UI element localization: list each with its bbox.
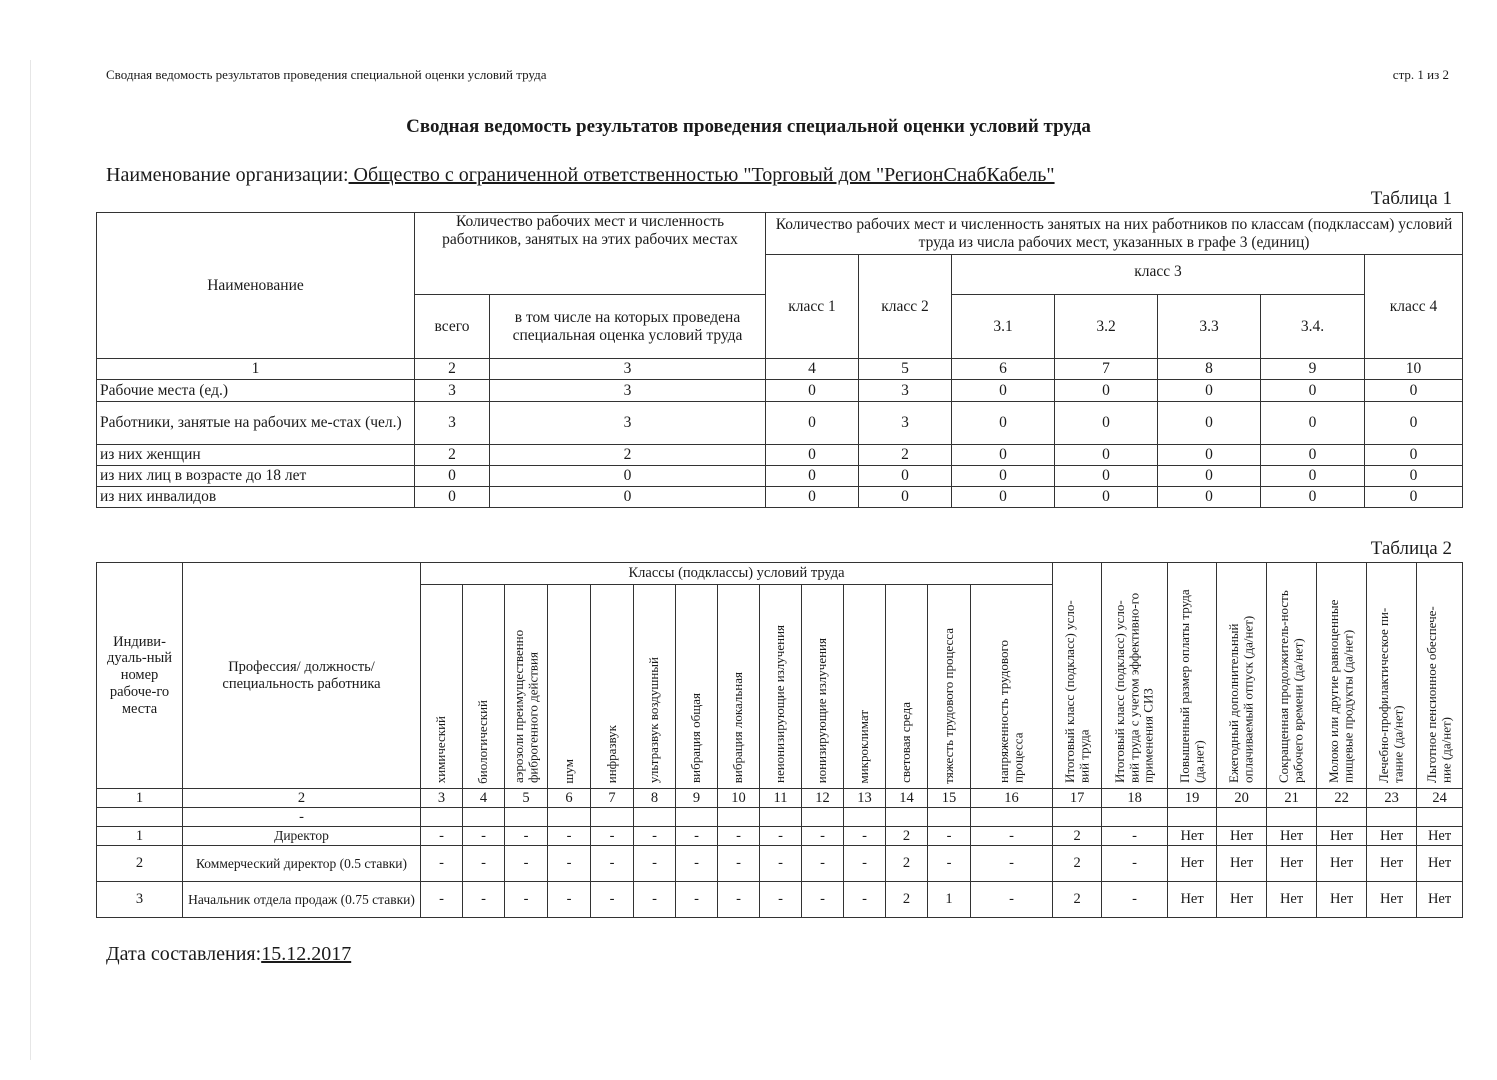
table-row	[97, 445, 1463, 466]
table1	[96, 212, 1463, 508]
t1-header-total: всего	[415, 295, 490, 359]
t1-header-assessed: в том числе на которых проведена специальная оценка условий труда	[490, 295, 766, 359]
cell: -	[928, 846, 971, 882]
cell: 0	[952, 487, 1055, 508]
cell: -	[591, 827, 634, 846]
t2-factor: ультразвук воздушный	[634, 585, 676, 789]
t1-colnum: 9	[1261, 359, 1365, 380]
t2-header-milk: Молоко или другие равноценные пищевые продукты (да/нет)	[1317, 563, 1367, 789]
cell: Нет	[1217, 846, 1267, 882]
cell: 2	[886, 882, 928, 918]
cell: Нет	[1367, 846, 1417, 882]
t1-header-class1: класс 1	[766, 255, 859, 359]
cell: -	[676, 882, 718, 918]
cell: -	[760, 827, 802, 846]
table-row	[97, 466, 1463, 487]
row-label: Работники, занятые на рабочих ме-стах (чел.)	[97, 402, 415, 445]
cell: -	[844, 846, 886, 882]
cell: -	[421, 882, 463, 918]
t2-factor: световая среда	[886, 585, 928, 789]
cell: Нет	[1217, 827, 1267, 846]
t2-colnum: 15	[928, 789, 971, 808]
t2-header-pension: Льготное пенсионное обеспече-ние (да/нет)	[1417, 563, 1463, 789]
table-row	[97, 402, 1463, 445]
t1-colnum: 5	[859, 359, 952, 380]
cell: Нет	[1417, 827, 1463, 846]
t2-factor: напряженность трудового процесса	[971, 585, 1053, 789]
t2-factor: инфразвук	[591, 585, 634, 789]
row-label: из них инвалидов	[97, 487, 415, 508]
cell: Нет	[1217, 882, 1267, 918]
organization-name: Общество с ограниченной ответственностью "Торговый дом "РегионСнабКабель"	[348, 164, 1055, 186]
t2-factor: вибрация локальная	[718, 585, 760, 789]
organization-label: Наименование организации:	[106, 164, 349, 186]
cell: 0	[1365, 380, 1463, 402]
table1-caption: Таблица 1	[1370, 188, 1452, 209]
t2-colnum: 19	[1168, 789, 1217, 808]
cell: Нет	[1417, 846, 1463, 882]
cell: -	[548, 882, 591, 918]
cell: 2	[415, 445, 490, 466]
cell: 0	[1261, 380, 1365, 402]
t1-header-name: Наименование	[97, 213, 415, 359]
t2-colnum: 5	[505, 789, 548, 808]
cell: 3	[490, 380, 766, 402]
t2-header-profession: Профессия/ должность/ специальность работника	[183, 563, 421, 789]
t1-colnum: 7	[1055, 359, 1158, 380]
t2-colnum: 18	[1102, 789, 1168, 808]
cell: 0	[1365, 466, 1463, 487]
cell: 0	[766, 445, 859, 466]
date-line	[106, 943, 351, 966]
t2-colnum-row	[97, 789, 1463, 808]
cell: -	[844, 882, 886, 918]
cell: 0	[1261, 466, 1365, 487]
t1-colnum: 2	[415, 359, 490, 380]
t2-factor: ионизирующие излучения	[802, 585, 844, 789]
cell: -	[634, 846, 676, 882]
table-row	[97, 827, 1463, 846]
cell: 3	[490, 402, 766, 445]
cell: -	[1102, 846, 1168, 882]
cell: 0	[952, 466, 1055, 487]
t2-colnum: 4	[463, 789, 505, 808]
cell: Нет	[1267, 882, 1317, 918]
cell: Нет	[1267, 846, 1317, 882]
table2-caption: Таблица 2	[1370, 538, 1452, 559]
t2-colnum: 20	[1217, 789, 1267, 808]
profession: Коммерческий директор (0.5 ставки)	[183, 846, 421, 882]
t2-header-hours: Сокращенная продолжитель-ность рабочего времени (да/нет)	[1267, 563, 1317, 789]
cell: 0	[1158, 466, 1261, 487]
cell: -	[676, 846, 718, 882]
workplace-id: 1	[97, 827, 183, 846]
cell: 0	[1055, 445, 1158, 466]
cell: -	[971, 827, 1053, 846]
cell: -	[718, 846, 760, 882]
t1-colnum: 10	[1365, 359, 1463, 380]
t2-colnum: 9	[676, 789, 718, 808]
t2-header-nutrition: Лечебно-профилактическое пи-тание (да/нет)	[1367, 563, 1417, 789]
cell: Нет	[1267, 827, 1317, 846]
page-number: стр. 1 из 2	[1392, 67, 1449, 82]
document-title: Сводная ведомость результатов проведения специальной оценки условий труда	[406, 116, 1091, 137]
cell: Нет	[1168, 827, 1217, 846]
cell: 0	[952, 445, 1055, 466]
t2-colnum: 7	[591, 789, 634, 808]
cell: 3	[859, 380, 952, 402]
t1-header-class4: класс 4	[1365, 255, 1463, 359]
t1-colnum: 1	[97, 359, 415, 380]
cell: -	[760, 882, 802, 918]
t1-colnum: 6	[952, 359, 1055, 380]
cell: -	[802, 882, 844, 918]
table-row	[97, 380, 1463, 402]
cell: -	[505, 846, 548, 882]
cell: Нет	[1317, 846, 1367, 882]
cell: 2	[490, 445, 766, 466]
t2-colnum: 8	[634, 789, 676, 808]
t2-factor: вибрация общая	[676, 585, 718, 789]
cell: 2	[1053, 827, 1102, 846]
profession: Директор	[183, 827, 421, 846]
t1-header-class3: класс 3	[952, 255, 1365, 295]
t2-header-final-class: Итоговый класс (подкласс) усло-вий труда	[1053, 563, 1102, 789]
scan-edge-line	[30, 60, 31, 1060]
cell: 0	[1158, 487, 1261, 508]
cell: -	[548, 846, 591, 882]
t2-factor: биологический	[463, 585, 505, 789]
t2-factor: химический	[421, 585, 463, 789]
cell: -	[421, 827, 463, 846]
t2-colnum: 1	[97, 789, 183, 808]
cell: -	[463, 827, 505, 846]
cell: -	[928, 827, 971, 846]
t2-colnum: 14	[886, 789, 928, 808]
t1-header-3-3: 3.3	[1158, 295, 1261, 359]
cell: Нет	[1367, 882, 1417, 918]
t2-colnum: 22	[1317, 789, 1367, 808]
table-row	[97, 882, 1463, 918]
cell: 0	[859, 466, 952, 487]
cell: -	[971, 846, 1053, 882]
cell: -	[718, 827, 760, 846]
cell: 0	[859, 487, 952, 508]
cell: -	[463, 846, 505, 882]
cell: -	[844, 827, 886, 846]
cell: 2	[1053, 846, 1102, 882]
cell: Нет	[1317, 882, 1367, 918]
t1-header-class2: класс 2	[859, 255, 952, 359]
t2-header-leave: Ежегодный дополнительный оплачиваемый отпуск (да/нет)	[1217, 563, 1267, 789]
cell: 0	[766, 380, 859, 402]
cell: 3	[415, 402, 490, 445]
cell: 0	[1055, 487, 1158, 508]
t2-factor: шум	[548, 585, 591, 789]
cell: -	[183, 808, 421, 827]
t1-header-workplaces: Количество рабочих мест и численность работников, занятых на этих рабочих местах	[415, 213, 766, 295]
row-label: из них женщин	[97, 445, 415, 466]
cell: 0	[1261, 445, 1365, 466]
cell: 0	[1055, 380, 1158, 402]
t2-factor: аэрозоли преимущественно фиброгенного действия	[505, 585, 548, 789]
t2-colnum: 21	[1267, 789, 1317, 808]
cell: -	[971, 882, 1053, 918]
cell: 0	[766, 487, 859, 508]
t1-colnum: 3	[490, 359, 766, 380]
workplace-id: 3	[97, 882, 183, 918]
t2-colnum: 24	[1417, 789, 1463, 808]
workplace-id: 2	[97, 846, 183, 882]
cell: -	[463, 882, 505, 918]
cell: 0	[1365, 402, 1463, 445]
date-label: Дата составления:	[106, 943, 262, 965]
t1-header-by-class: Количество рабочих мест и численность занятых на них работников по классам (подклассам) условий труда из числа рабочих мест, указанных в графе 3 (единиц)	[766, 213, 1463, 255]
cell: 0	[766, 402, 859, 445]
row-label: из них лиц в возрасте до 18 лет	[97, 466, 415, 487]
cell: 3	[859, 402, 952, 445]
cell: 0	[1365, 445, 1463, 466]
t2-header-classes: Классы (подклассы) условий труда	[421, 563, 1053, 585]
cell: -	[760, 846, 802, 882]
t2-colnum: 10	[718, 789, 760, 808]
cell: 0	[1261, 402, 1365, 445]
cell: -	[421, 846, 463, 882]
cell: Нет	[1317, 827, 1367, 846]
t2-colnum: 11	[760, 789, 802, 808]
cell: 2	[886, 846, 928, 882]
cell: -	[718, 882, 760, 918]
t2-colnum: 17	[1053, 789, 1102, 808]
table-row	[97, 846, 1463, 882]
cell: 0	[1158, 445, 1261, 466]
cell: Нет	[1367, 827, 1417, 846]
cell: -	[548, 827, 591, 846]
cell: 0	[766, 466, 859, 487]
table2	[96, 562, 1463, 918]
cell: 2	[886, 827, 928, 846]
cell	[97, 808, 183, 827]
organization-line	[106, 164, 1055, 187]
t2-factor: микроклимат	[844, 585, 886, 789]
cell: 1	[928, 882, 971, 918]
cell: -	[505, 827, 548, 846]
cell: -	[591, 882, 634, 918]
t1-header-3-4: 3.4.	[1261, 295, 1365, 359]
t2-colnum: 16	[971, 789, 1053, 808]
t2-colnum: 23	[1367, 789, 1417, 808]
t2-colnum: 6	[548, 789, 591, 808]
row-label: Рабочие места (ед.)	[97, 380, 415, 402]
t1-header-3-2: 3.2	[1055, 295, 1158, 359]
cell: 0	[490, 487, 766, 508]
cell: 0	[415, 487, 490, 508]
table-row	[97, 808, 1463, 827]
cell: 0	[1158, 380, 1261, 402]
cell: 0	[490, 466, 766, 487]
cell: 0	[415, 466, 490, 487]
cell: 0	[952, 402, 1055, 445]
cell: Нет	[1168, 882, 1217, 918]
t2-colnum: 12	[802, 789, 844, 808]
profession: Начальник отдела продаж (0.75 ставки)	[183, 882, 421, 918]
cell: Нет	[1417, 882, 1463, 918]
cell: -	[676, 827, 718, 846]
t2-factor: неионизирующие излучения	[760, 585, 802, 789]
cell: 3	[415, 380, 490, 402]
table-row	[97, 487, 1463, 508]
cell: -	[634, 827, 676, 846]
t2-colnum: 2	[183, 789, 421, 808]
t2-colnum: 13	[844, 789, 886, 808]
cell: 0	[952, 380, 1055, 402]
t2-factor: тяжесть трудового процесса	[928, 585, 971, 789]
t1-header-3-1: 3.1	[952, 295, 1055, 359]
cell: -	[634, 882, 676, 918]
cell: -	[802, 827, 844, 846]
cell: -	[802, 846, 844, 882]
t2-colnum: 3	[421, 789, 463, 808]
date-value: 15.12.2017	[261, 943, 352, 965]
cell: 0	[1261, 487, 1365, 508]
t2-header-final-class-siz: Итоговый класс (подкласс) усло-вий труда с учетом эффективно-го применения СИЗ	[1102, 563, 1168, 789]
cell: -	[1102, 827, 1168, 846]
cell: Нет	[1168, 846, 1217, 882]
cell: -	[505, 882, 548, 918]
t2-header-id: Индиви-дуаль-ный номер рабоче-го места	[97, 563, 183, 789]
cell: -	[591, 846, 634, 882]
cell: 0	[1158, 402, 1261, 445]
cell: 2	[1053, 882, 1102, 918]
cell: -	[1102, 882, 1168, 918]
cell: 2	[859, 445, 952, 466]
t2-header-pay: Повышенный размер оплаты труда (да,нет)	[1168, 563, 1217, 789]
cell: 0	[1365, 487, 1463, 508]
cell: 0	[1055, 402, 1158, 445]
t1-colnum: 4	[766, 359, 859, 380]
t1-colnum: 8	[1158, 359, 1261, 380]
running-header-title: Сводная ведомость результатов проведения специальной оценки условий труда	[106, 67, 547, 82]
cell: 0	[1055, 466, 1158, 487]
